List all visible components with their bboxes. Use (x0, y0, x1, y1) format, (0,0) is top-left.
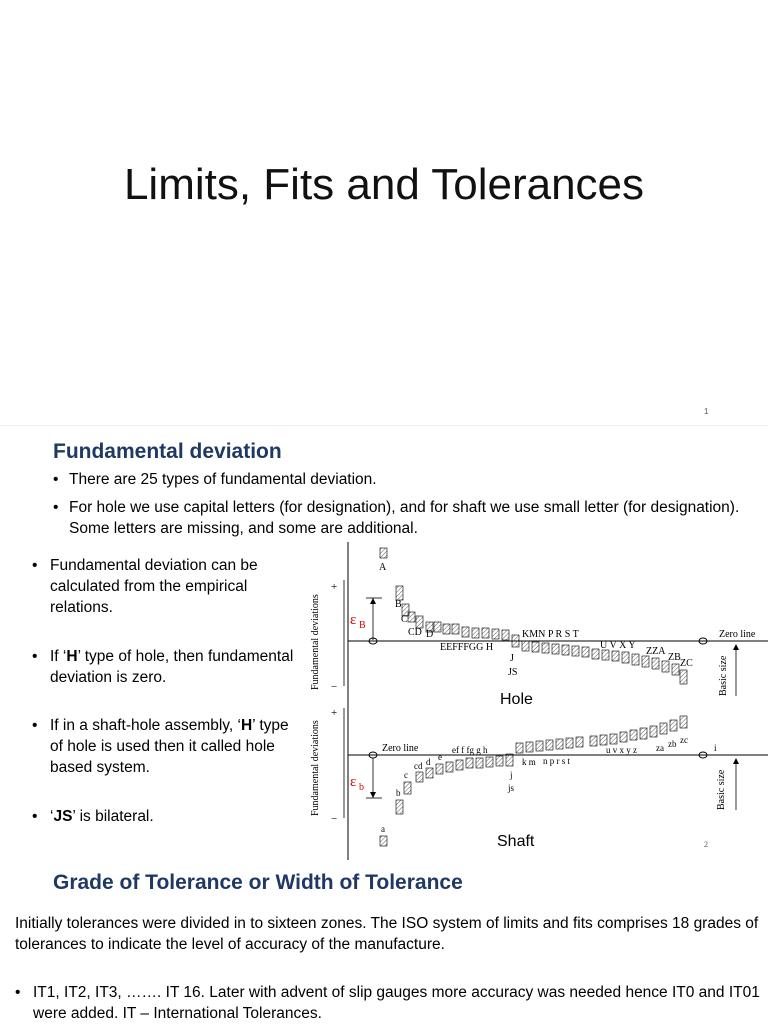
left-bullet-3: • If in a shaft-hole assembly, ‘H’ type of hole is used then it called hole based system. (32, 717, 289, 776)
page-number-1: 1 (704, 407, 709, 416)
fundamental-deviation-diagram (300, 540, 768, 862)
hole-zone-CD (408, 612, 415, 622)
shaft-zone-zb (670, 720, 677, 731)
hole-zone-T (582, 647, 589, 657)
hole-label-JS: JS (508, 667, 518, 678)
shaft-zone-t2 (600, 735, 607, 745)
hole-axis-label: Fundamental deviations (310, 594, 321, 690)
hole-zone-EF (434, 622, 441, 632)
shaft-label-j: j (510, 770, 513, 780)
shaft-label-js: js (508, 783, 515, 793)
hole-zone-X (622, 652, 629, 663)
top-bullet-2: • For hole we use capital letters (for designation), and for shaft we use small letter (for designation). Some letters are missing, and some are additional. (53, 499, 740, 537)
shaft-zone-h (506, 754, 513, 766)
hole-tolerance-zones (380, 548, 687, 684)
hole-zone-U (602, 650, 609, 660)
shaft-zone-r (566, 738, 573, 748)
shaft-zone-j (516, 743, 523, 753)
hole-zone-M (532, 642, 539, 652)
shaft-zone-e (436, 764, 443, 774)
shaft-zone-x (630, 730, 637, 740)
hole-zone-G (462, 627, 469, 637)
hole-label-UVXY: U V X Y (600, 640, 636, 651)
shaft-zone-g (486, 757, 493, 767)
hole-zone-ZB2 (672, 664, 679, 675)
hole-zone-FG (452, 624, 459, 634)
hole-label-B: B (395, 599, 402, 610)
tolerance-bullet-1: • IT1, IT2, IT3, ……. IT 16. Later with advent of slip gauges more accuracy was needed hence IT0 and IT01 were added. IT – International Tolerances. (15, 984, 760, 1022)
hole-label-D: D (426, 629, 434, 640)
hole-zone-Y (632, 654, 639, 665)
hole-zone-H2 (482, 628, 489, 638)
hole-zone-H (502, 630, 509, 640)
shaft-zone-d (426, 768, 433, 778)
grade-of-tolerance-heading: Grade of Tolerance or Width of Tolerance (53, 871, 463, 894)
shaft-zone-m (536, 741, 543, 751)
hole-zone-ZC (680, 670, 687, 684)
shaft-zone-t (590, 736, 597, 746)
shaft-zone-b (396, 800, 403, 814)
shaft-label-row1: ef f fg g h (452, 745, 488, 755)
hole-zone-K (522, 641, 529, 651)
shaft-label-zb: zb (668, 739, 677, 749)
shaft-zone-cd (416, 772, 423, 782)
hole-label-row1: EEFFFGG H (440, 642, 494, 653)
hole-label-J: J (510, 653, 514, 664)
epsilon-b-shaft-sub: b (359, 782, 364, 793)
shaft-label-uvxyz: u v x y z (606, 745, 637, 755)
hole-zone-H3 (492, 629, 499, 639)
shaft-caption: Shaft (497, 833, 535, 850)
tolerance-paragraph: Initially tolerances were divided in to sixteen zones. The ISO system of limits and fits comprises 18 grades of tolerances to indicate the level of accuracy of the manufacture. (15, 915, 759, 953)
hole-label-ZC: ZC (680, 658, 693, 669)
shaft-zone-c (404, 782, 411, 794)
shaft-zone-za (660, 723, 667, 734)
shaft-zone-zc (680, 716, 687, 728)
hole-label-C: C (401, 614, 408, 625)
shaft-axis-label: Fundamental deviations (310, 720, 321, 816)
hole-caption: Hole (500, 691, 533, 708)
hole-zone-B (396, 586, 403, 600)
left-bullet-1: • Fundamental deviation can be calculated from the empirical relations. (32, 557, 258, 616)
shaft-label-nprst: n p r s t (543, 756, 570, 766)
hole-basic-size: Basic size (718, 655, 729, 696)
shaft-minus: − (331, 813, 338, 825)
hole-zone-Z (642, 656, 649, 667)
shaft-zone-g2 (496, 756, 503, 766)
left-bullet-2: • If ‘H’ type of hole, then fundamental deviation is zero. (32, 648, 294, 686)
left-bullet-4: • ‘JS’ is bilateral. (32, 808, 154, 825)
shaft-label-km: k m (522, 757, 536, 767)
shaft-label-cd: cd (414, 761, 423, 771)
shaft-label-za: za (656, 743, 664, 753)
shaft-zone-a (380, 836, 387, 846)
shaft-label-c: c (404, 770, 408, 780)
hole-minus: − (331, 681, 338, 693)
hole-zone-ZA (652, 658, 659, 669)
hole-label-ZZA: ZZA (646, 646, 666, 657)
hole-label-A: A (379, 562, 387, 573)
shaft-zone-f (456, 760, 463, 770)
shaft-basic-size: Basic size (716, 769, 727, 810)
page-number-2: 2 (704, 840, 708, 849)
slide-title: Limits, Fits and Tolerances (123, 160, 645, 209)
hole-zone-R (562, 645, 569, 655)
hole-zone-J (512, 635, 519, 647)
shaft-tolerance-zones (380, 716, 687, 846)
epsilon-b-hole-sub: B (359, 620, 366, 631)
hole-label-row2: KMN P R S T (522, 629, 579, 640)
hole-zone-H1 (472, 628, 479, 638)
fundamental-deviation-heading: Fundamental deviation (53, 440, 282, 463)
hole-label-CD: CD (408, 627, 422, 638)
shaft-letter-labels (381, 735, 688, 834)
epsilon-b-shaft: ε (350, 774, 357, 790)
hole-zone-S (572, 646, 579, 656)
top-bullet-1: • There are 25 types of fundamental deviation. (53, 471, 377, 488)
slide-divider (0, 425, 768, 426)
shaft-zone-y (640, 728, 647, 739)
hole-zone-T2 (592, 649, 599, 659)
shaft-zone-f2 (466, 758, 473, 768)
hole-zero-line-label: Zero line (719, 629, 756, 640)
shaft-label-d: d (426, 757, 431, 767)
shaft-zone-u (610, 734, 617, 744)
hole-zone-F (443, 624, 450, 634)
epsilon-b-hole: ε (350, 612, 357, 628)
hole-zone-N (542, 643, 549, 653)
shaft-zone-p (556, 739, 563, 749)
shaft-zone-fg (476, 758, 483, 768)
shaft-zone-k (526, 742, 533, 752)
shaft-zero-line-label: Zero line (382, 743, 419, 754)
shaft-zone-n (546, 740, 553, 750)
hole-zone-A (380, 548, 387, 558)
shaft-label-a: a (381, 824, 385, 834)
shaft-zone-z (650, 726, 657, 737)
shaft-zone-ef (446, 762, 453, 772)
shaft-i-label: i (714, 743, 717, 753)
shaft-label-e: e (438, 752, 442, 762)
hole-zone-V (612, 651, 619, 661)
hole-plus: + (331, 581, 338, 593)
shaft-plus: + (331, 707, 338, 719)
shaft-label-zc: zc (680, 735, 688, 745)
shaft-label-b: b (396, 788, 401, 798)
hole-zone-P (552, 644, 559, 654)
hole-label-ZB: ZB (668, 652, 681, 663)
shaft-zone-v (620, 732, 627, 742)
shaft-zone-s (576, 737, 583, 747)
